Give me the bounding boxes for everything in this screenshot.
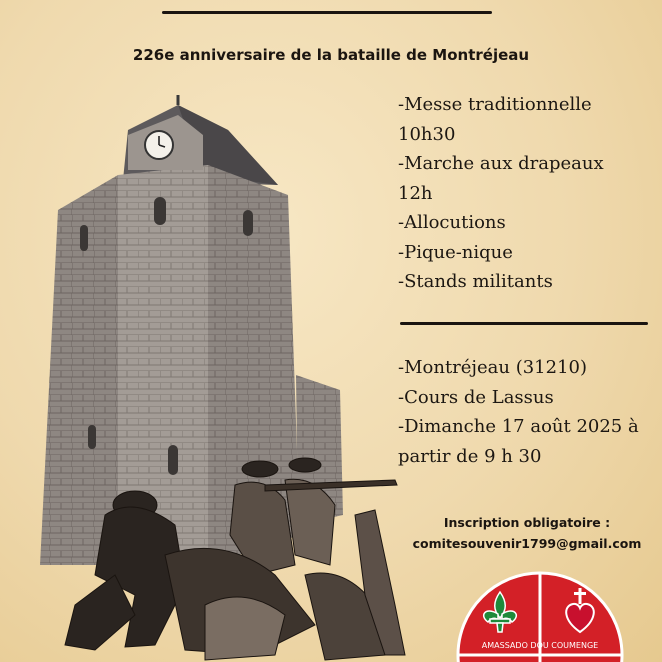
program-item: -Stands militants	[398, 271, 553, 292]
info-item: -Montréjeau (31210)	[398, 357, 588, 378]
association-badge	[455, 570, 625, 662]
battle-scene-illustration	[55, 455, 425, 662]
program-item: -Messe traditionnelle	[398, 94, 592, 115]
program-item: -Pique-nique	[398, 241, 513, 263]
program-item: -Allocutions	[398, 212, 506, 233]
info-item: -Dimanche 17 août 2025 à	[398, 416, 639, 437]
program-item: 10h30	[398, 123, 456, 145]
badge-text: AMASSADO DOU COUMENGE	[481, 641, 599, 650]
program-item: -Marche aux drapeaux	[398, 153, 604, 174]
program-list	[398, 90, 660, 297]
middle-divider	[400, 322, 648, 325]
program-item: 12h	[398, 182, 433, 204]
event-info-list	[398, 353, 660, 471]
info-item: partir de 9 h 30	[398, 445, 542, 467]
info-item: -Cours de Lassus	[398, 386, 554, 408]
registration-label: Inscription obligatoire :	[443, 515, 611, 530]
registration-block	[400, 512, 654, 554]
registration-email[interactable]: comitesouvenir1799@gmail.com	[412, 536, 642, 551]
event-subtitle: 226e anniversaire de la bataille de Montréjeau	[132, 46, 530, 64]
top-divider	[162, 11, 492, 14]
